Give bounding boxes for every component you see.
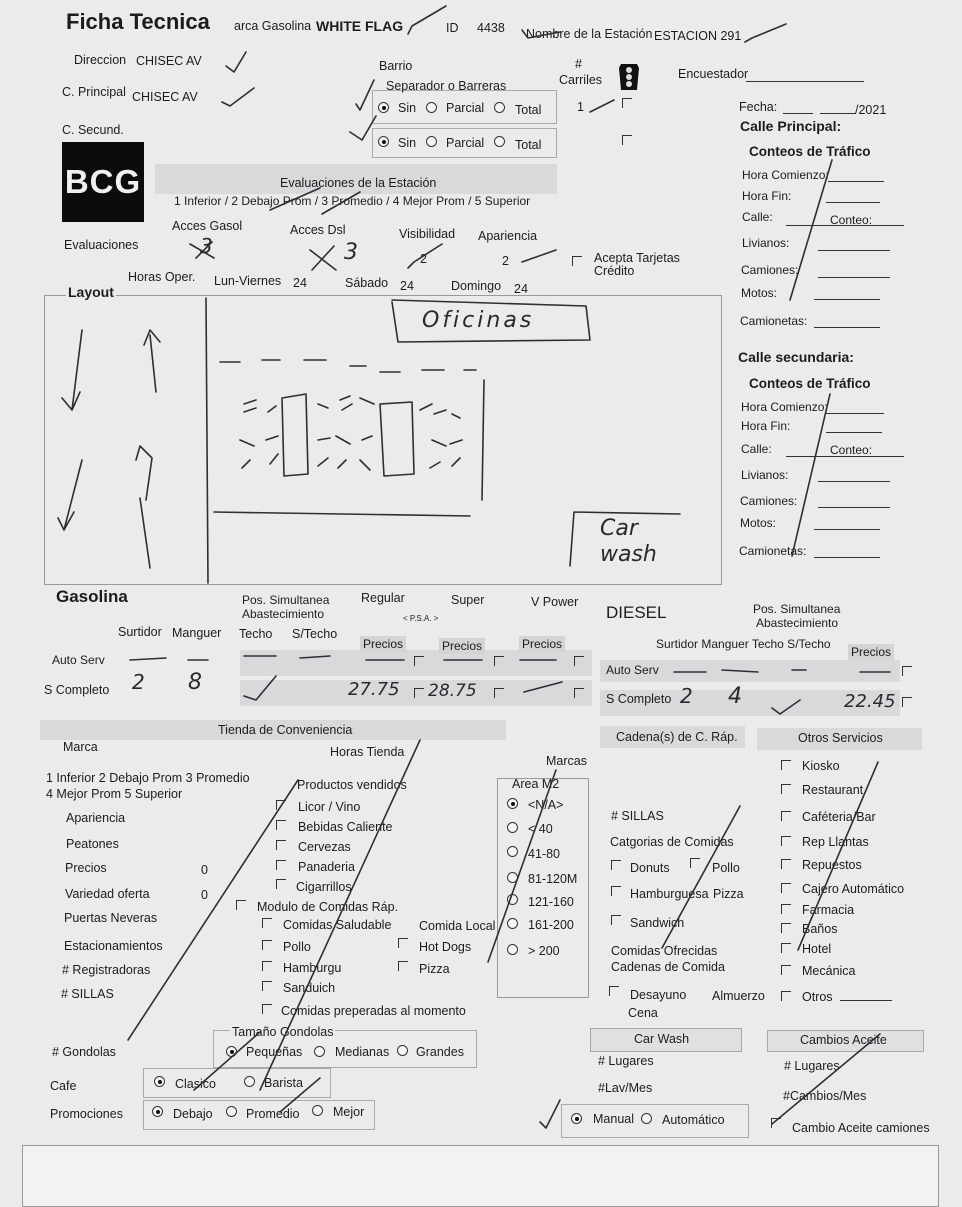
layout-label: Layout <box>68 284 114 300</box>
slash <box>792 394 830 556</box>
gas-surtidor: Surtidor <box>118 625 162 639</box>
encuestador-label: Encuestador <box>678 67 749 81</box>
sep2-sin: Sin <box>398 136 417 150</box>
island-2 <box>380 402 414 476</box>
direccion-value: CHISEC AV <box>136 54 202 68</box>
check-mark <box>222 88 254 106</box>
tienda-horas: Horas Tienda <box>330 745 405 759</box>
check-mark <box>356 80 374 110</box>
lun-viernes-value: 24 <box>293 276 307 290</box>
s-camionetas: Camionetas: <box>739 544 807 558</box>
p-calle: Calle: <box>742 210 773 224</box>
marcas-label: Marcas <box>546 754 587 768</box>
otros-item-label: Farmacia <box>802 903 855 917</box>
eval-scale: 1 Inferior / 2 Debajo Prom / 3 Promedio / 4 Mejor Prom / 5 Superior <box>174 194 531 208</box>
check-mark <box>772 700 800 714</box>
promedio-label: Promedio <box>246 1107 300 1121</box>
sep2-parcial: Parcial <box>446 136 485 150</box>
diesel-manguer-value: 4 <box>728 684 742 709</box>
gas-abast: Abastecimiento <box>242 607 325 621</box>
p-hora-fin: Hora Fin: <box>742 189 792 203</box>
gas-surtidor-value: 2 <box>132 670 145 694</box>
page-title: Ficha Tecnica <box>66 9 210 34</box>
pump-marks <box>240 396 462 470</box>
medianas-label: Medianas <box>335 1045 390 1059</box>
tienda-promociones: Promociones <box>50 1107 123 1121</box>
tienda-apariencia: Apariencia <box>66 811 126 825</box>
almuerzo-label: Almuerzo <box>712 989 765 1003</box>
check-mark <box>350 116 376 140</box>
s-hora-fin: Hora Fin: <box>741 419 791 433</box>
id-value: 4438 <box>477 21 505 35</box>
gas-vpower: V Power <box>531 595 579 609</box>
gas-stecho: S/Techo <box>292 627 338 641</box>
carwash-lav: #Lav/Mes <box>598 1081 653 1095</box>
slash <box>260 740 420 1090</box>
grandes-label: Grandes <box>416 1045 464 1059</box>
panaderia-label: Panaderia <box>298 860 355 874</box>
area-opt-6: 161-200 <box>528 918 574 932</box>
s-calle: Calle: <box>741 442 772 456</box>
check-mark <box>540 1100 560 1128</box>
diesel-cols: Surtidor Manguer Techo S/Techo <box>656 637 831 651</box>
diesel-title: DIESEL <box>606 603 667 622</box>
cadena-ofrecidas: Comidas Ofrecidas <box>611 944 718 958</box>
diesel-abast: Abastecimiento <box>756 616 839 630</box>
tienda-registradoras: # Registradoras <box>62 963 151 977</box>
area-label: Area M2 <box>512 777 560 791</box>
arrow-down <box>62 330 82 410</box>
p-livianos: Livianos: <box>742 236 790 250</box>
tienda-scale-2: 4 Mejor Prom 5 Superior <box>46 787 183 801</box>
tienda-peatones: Peatones <box>66 837 119 851</box>
scribble <box>270 188 320 210</box>
sabado-label: Sábado <box>345 276 389 290</box>
gas-super: Super <box>451 593 485 607</box>
arrow-up <box>136 446 152 568</box>
check-mark <box>244 676 276 700</box>
preparadas-label: Comidas preperadas al momento <box>281 1004 466 1018</box>
lun-viernes-label: Lun-Viernes <box>214 274 282 288</box>
slash <box>128 780 298 1040</box>
diesel-price: 22.45 <box>844 691 896 712</box>
canopy-dash <box>220 360 476 372</box>
secundaria-conteos: Conteos de Tráfico <box>749 376 871 391</box>
clasico-label: Clasico <box>175 1077 216 1091</box>
cena-label: Cena <box>628 1006 658 1020</box>
area-opt-3: 41-80 <box>528 847 560 861</box>
check-mark <box>408 6 446 34</box>
diesel-s-completo: S Completo <box>606 692 672 706</box>
pequenas-label: Pequeñas <box>246 1045 303 1059</box>
apariencia-label: Apariencia <box>478 229 538 243</box>
carriles-hash: # <box>575 57 582 71</box>
check-mark <box>522 30 560 38</box>
diesel-surtidor-value: 2 <box>680 684 693 708</box>
check-mark <box>522 250 556 262</box>
cadena-sillas: # SILLAS <box>611 809 664 823</box>
tienda-cafe: Cafe <box>50 1079 77 1093</box>
acepta-label: Acepta Tarjetas <box>594 251 680 265</box>
oficinas-box <box>392 300 590 342</box>
cambios-lugares: # Lugares <box>784 1059 840 1073</box>
area-opt-2: < 40 <box>528 822 553 836</box>
modulo-label: Modulo de Comidas Ráp. <box>257 900 399 914</box>
tienda-marca: Marca <box>63 740 98 754</box>
p-hora-comienzo: Hora Comienzo: <box>742 168 829 182</box>
marca-label: arca Gasolina <box>234 19 312 33</box>
barista-label: Barista <box>264 1076 303 1090</box>
p-conteo: Conteo: <box>830 213 873 227</box>
sep1-total: Total <box>515 103 542 117</box>
carwash-title: Car Wash <box>634 1032 690 1046</box>
gas-s-completo: S Completo <box>44 683 110 697</box>
cambios-mes: #Cambios/Mes <box>783 1089 867 1103</box>
gas-manguer: Manguer <box>172 626 222 640</box>
acces-dsl-value: 3 <box>344 240 358 265</box>
otros-item-label: Rep Llantas <box>802 835 869 849</box>
eval-label: Evaluaciones <box>64 238 139 252</box>
cadena-cadenas: Cadenas de Comida <box>611 960 725 974</box>
arrow-up <box>144 330 160 392</box>
slash <box>194 1032 260 1090</box>
otros-item-label: Cajero Automático <box>802 882 905 896</box>
sandwich-label: Sandwich <box>630 916 685 930</box>
car-text: Car <box>600 516 638 541</box>
gas-precios-1: Precios <box>360 636 406 652</box>
sabado-value: 24 <box>400 279 414 293</box>
bebidas-label: Bebidas Caliente <box>298 820 393 834</box>
otros-item-label: Restaurant <box>802 783 864 797</box>
licor-label: Licor / Vino <box>298 800 361 814</box>
gas-regular-price: 27.75 <box>348 679 400 700</box>
s-livianos: Livianos: <box>741 468 789 482</box>
pollo-chain-label: Pollo <box>712 861 740 875</box>
slash <box>524 682 562 692</box>
diesel-precios: Precios <box>848 644 894 660</box>
tienda-variedad: Variedad oferta <box>65 887 150 901</box>
sep1-sin: Sin <box>398 101 417 115</box>
otros-item-label: Kiosko <box>802 759 840 773</box>
tienda-puertas: Puertas Neveras <box>64 911 158 925</box>
pollo-label: Pollo <box>283 940 311 954</box>
cervezas-label: Cervezas <box>298 840 351 854</box>
tienda-estacionamientos: Estacionamientos <box>64 939 163 953</box>
donuts-label: Donuts <box>630 861 670 875</box>
sep1-parcial: Parcial <box>446 101 485 115</box>
check-mark <box>408 244 442 268</box>
scribble <box>310 246 336 270</box>
hamburguesa-label: Hamburguesa <box>630 887 709 901</box>
credito-label: Crédito <box>594 264 635 278</box>
gas-auto-serv: Auto Serv <box>52 653 105 667</box>
gas-manguer-value: 8 <box>188 670 202 695</box>
bcg-logo: BCG <box>62 142 144 222</box>
tienda-title: Tienda de Conveniencia <box>218 723 353 737</box>
pizza-label: Pizza <box>419 962 450 976</box>
diesel-auto-serv: Auto Serv <box>606 663 659 677</box>
otros-title: Otros Servicios <box>798 731 883 745</box>
check-mark <box>745 24 786 42</box>
oficinas-text: Oficinas <box>422 308 535 333</box>
secundaria-title: Calle secundaria: <box>738 349 854 365</box>
tienda-scale-1: 1 Inferior 2 Debajo Prom 3 Promedio <box>46 771 250 785</box>
arrow-down <box>58 460 82 530</box>
cigarrillos-label: Cigarrillos <box>296 880 352 894</box>
cambios-camiones-label: Cambio Aceite camiones <box>792 1121 930 1135</box>
canopy-right <box>482 380 484 500</box>
dash <box>674 670 890 672</box>
otros-item-label: Otros <box>802 990 833 1004</box>
canopy-bottom <box>214 512 470 516</box>
tienda-precios: Precios <box>65 861 107 875</box>
s-camiones: Camiones: <box>740 494 798 508</box>
otros-item-label: Baños <box>802 922 838 936</box>
check-mark <box>590 100 614 112</box>
tienda-gondolas: # Gondolas <box>52 1045 116 1059</box>
fecha-year: /2021 <box>855 103 887 117</box>
slash <box>798 759 878 950</box>
visibilidad-label: Visibilidad <box>399 227 456 241</box>
tienda-variedad-value: 0 <box>201 888 208 902</box>
desayuno-label: Desayuno <box>630 988 687 1002</box>
otros-item-label: Caféteria/Bar <box>802 810 876 824</box>
diesel-pos: Pos. Simultanea <box>753 602 841 616</box>
station-label: Nombre de la Estación <box>526 27 653 41</box>
gasolina-title: Gasolina <box>56 587 128 606</box>
gas-super-price: 28.75 <box>428 681 477 701</box>
slash <box>790 160 832 300</box>
debajo-label: Debajo <box>173 1107 213 1121</box>
area-opt-4: 81-120M <box>528 872 578 886</box>
eval-title: Evaluaciones de la Estación <box>280 176 437 190</box>
station-value: ESTACION 291 <box>654 29 742 43</box>
cadena-title: Cadena(s) de C. Ráp. <box>616 730 738 744</box>
gas-precios-2: Precios <box>439 638 485 654</box>
carriles-label: Carriles <box>559 73 603 87</box>
domingo-value: 24 <box>514 282 528 296</box>
secund-label: C. Secund. <box>62 123 124 137</box>
productos-label: Productos vendidos <box>297 778 407 792</box>
layout-divider <box>206 298 208 583</box>
principal-label: C. Principal <box>62 85 126 99</box>
marca-value: WHITE FLAG <box>316 18 404 34</box>
automatico-label: Automático <box>662 1113 725 1127</box>
tienda-precios-value: 0 <box>201 863 208 877</box>
slash <box>662 806 740 948</box>
apariencia-value: 2 <box>502 254 509 268</box>
s-conteo: Conteo: <box>830 443 873 457</box>
carwash-bracket <box>570 512 680 566</box>
gas-precios-3: Precios <box>519 636 565 652</box>
hamburgu-label: Hamburgu <box>283 961 342 975</box>
slash <box>772 1034 880 1124</box>
island-1 <box>282 394 308 476</box>
gas-techo: Techo <box>239 627 273 641</box>
domingo-label: Domingo <box>451 279 502 293</box>
otros-item-label: Repuestos <box>802 858 862 872</box>
tamano-label: Tamaño Gondolas <box>232 1025 334 1039</box>
slash <box>280 1078 320 1112</box>
area-opt-5: 121-160 <box>528 895 574 909</box>
gas-regular: Regular <box>361 591 405 605</box>
area-opt-1: <N/A> <box>528 798 564 812</box>
dash <box>130 656 556 660</box>
carriles-value: 1 <box>577 100 584 114</box>
s-motos: Motos: <box>740 516 777 530</box>
scribble <box>190 242 214 258</box>
sep2-total: Total <box>515 138 542 152</box>
area-opt-7: > 200 <box>528 944 560 958</box>
visibilidad-value: 2 <box>420 252 427 266</box>
mejor-label: Mejor <box>333 1105 365 1119</box>
tienda-sillas: # SILLAS <box>61 987 114 1001</box>
p-camiones: Camiones: <box>741 263 799 277</box>
barrio-label: Barrio <box>379 59 413 73</box>
s-hora-comienzo: Hora Comienzo: <box>741 400 828 414</box>
gas-pos: Pos. Simultanea <box>242 593 330 607</box>
manual-label: Manual <box>593 1112 634 1126</box>
acces-gasol-label: Acces Gasol <box>172 219 243 233</box>
acces-gasol-value: 3 <box>200 234 213 258</box>
principal-title: Calle Principal: <box>740 118 842 134</box>
fecha-label: Fecha: <box>739 100 778 114</box>
gas-psa: < P.S.A. > <box>403 614 439 623</box>
id-label: ID <box>446 21 459 35</box>
check-mark <box>226 52 246 72</box>
principal-value: CHISEC AV <box>132 90 198 104</box>
otros-item-label: Mecánica <box>802 964 856 978</box>
horas-oper-label: Horas Oper. <box>128 270 196 284</box>
principal-conteos: Conteos de Tráfico <box>749 144 871 159</box>
slash <box>488 770 556 962</box>
hotdogs-label: Hot Dogs <box>419 940 472 954</box>
otros-item-label: Hotel <box>802 942 832 956</box>
sanduich-label: Sanduich <box>283 981 336 995</box>
p-motos: Motos: <box>741 286 778 300</box>
carwash-lugares: # Lugares <box>598 1054 654 1068</box>
direccion-label: Direccion <box>74 53 127 67</box>
p-camionetas: Camionetas: <box>740 314 808 328</box>
cadena-categorias: Catgorias de Comidas <box>610 835 734 849</box>
scribble <box>322 192 360 214</box>
pizza-chain-label: Pizza <box>713 887 744 901</box>
separador-label: Separador o Barreras <box>386 79 507 93</box>
acces-dsl-label: Acces Dsl <box>290 223 346 237</box>
wash-text: wash <box>600 542 657 567</box>
local-label: Comida Local <box>419 919 496 933</box>
cambios-title: Cambios Aceite <box>800 1033 887 1047</box>
saludable-label: Comidas Saludable <box>283 918 392 932</box>
